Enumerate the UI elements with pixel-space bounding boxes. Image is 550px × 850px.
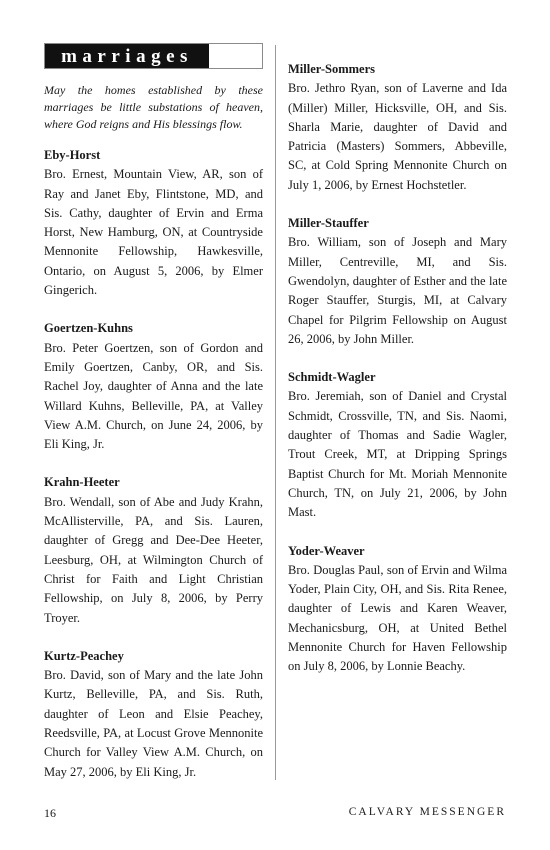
intro-text: May the homes established by these marriages be little substations of heaven, where God reigns and His blessings flow.	[44, 83, 263, 131]
publication-name: CALVARY MESSENGER	[348, 806, 506, 818]
marriage-entry	[288, 60, 507, 195]
page-number: 16	[44, 806, 56, 820]
entry-title: Goertzen-Kuhns	[44, 321, 133, 336]
entry-text: Bro. Jeremiah, son of Daniel and Crystal Schmidt, Crossville, TN, and Sis. Naomi, daughter of Thomas and Sadie Wagler, Trout Creek, MT, at Dripping Springs Baptist Church for Mt. Moriah Mennonite Church, TN, on July 21, 2006, by John Mast.	[288, 389, 507, 520]
entry-text: Bro. Jethro Ryan, son of Laverne and Ida (Miller) Miller, Hicksville, OH, and Sis. Sharla Marie, daughter of David and Patricia (Masters) Sommers, Abbeville, SC, at Cold Spring Mennonite Church on July 1, 2006, by Ernest Hochstetler.	[288, 81, 507, 192]
marriage-entry	[288, 214, 507, 349]
right-column	[288, 60, 507, 696]
entry-text: Bro. William, son of Joseph and Mary Miller, Centreville, MI, and Sis. Gwendolyn, daughter of Esther and the late Roger Stauffer, Sturgis, MI, at Calvary Chapel for Pilgrim Fellowship on August 26, 2006, by John Miller.	[288, 235, 507, 346]
marriage-entry	[288, 542, 507, 677]
marriage-entry	[44, 319, 263, 454]
entry-text: Bro. Peter Goertzen, son of Gordon and Emily Goertzen, Canby, OR, and Sis. Rachel Joy, daughter of Anna and the late Willard Kuhns, Belleville, PA, at Valley View A.M. Church, on June 24, 2006, by Eli King, Jr.	[44, 340, 263, 452]
entry-text: Bro. Ernest, Mountain View, AR, son of Ray and Janet Eby, Flintstone, MD, and Sis. Cathy, daughter of Ervin and Erma Horst, New Hamburg, ON, at Countryside Mennonite Fellowship, Hawkesville, Ontario, on August 5, 2006, by Elmer Gingerich.	[44, 167, 263, 298]
entry-text: Bro. David, son of Mary and the late John Kurtz, Belleville, PA, and Sis. Ruth, daughter of Leon and Elsie Peachey, Reedsville, PA, at Locust Grove Mennonite Church for Valley View A.M. Church, on May 27, 2006, by Eli King, Jr.	[44, 668, 263, 779]
entry-text: Bro. Douglas Paul, son of Ervin and Wilma Yoder, Plain City, OH, and Sis. Rita Renee, daughter of Lewis and Karen Weaver, Mechanicsburg, OH, at United Bethel Mennonite Church for Haven Fellowship on July 8, 2006, by Lonnie Beachy.	[288, 562, 507, 674]
entry-title: Kurtz-Peachey	[44, 648, 124, 663]
entry-title: Miller-Stauffer	[288, 216, 369, 231]
entry-title: Miller-Sommers	[288, 62, 375, 76]
entry-title: Yoder-Weaver	[288, 543, 365, 558]
entry-text: Bro. Wendall, son of Abe and Judy Krahn, McAllisterville, PA, and Sis. Lauren, daughter of Gregg and Dee-Dee Heeter, Leesburg, OH, at Wilmington Church of Christ for Faith and Light Christian Fellowship, on July 8, 2006, by Perry Troyer.	[44, 494, 263, 625]
section-title: marriages	[45, 44, 209, 68]
column-divider	[275, 45, 276, 780]
marriage-entry	[44, 473, 263, 627]
marriage-entry	[44, 146, 263, 300]
entry-title: Eby-Horst	[44, 148, 101, 162]
entry-title: Schmidt-Wagler	[288, 370, 376, 385]
marriage-entry	[288, 368, 507, 522]
left-column	[44, 82, 263, 801]
entry-title: Krahn-Heeter	[44, 475, 120, 490]
section-header	[44, 43, 263, 69]
marriage-entry	[44, 647, 263, 782]
